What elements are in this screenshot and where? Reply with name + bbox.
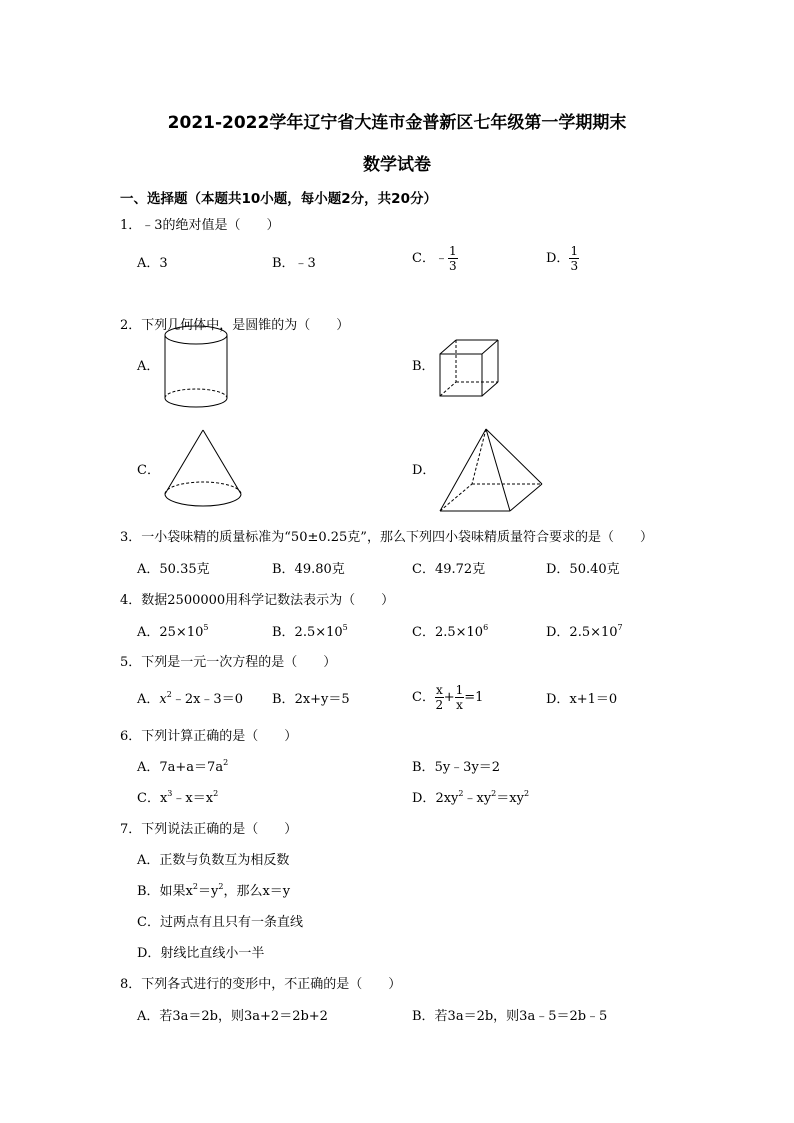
question-2-option-b-label: B． — [412, 359, 435, 374]
question-4-option-d: D．$2.5\times 10^7$ — [546, 623, 623, 640]
question-5-option-b: B．2x+y＝5 — [272, 692, 350, 707]
question-6-option-c: C．$x^3﹣x=x^2$ — [137, 789, 219, 806]
question-8-stem: 8．下列各式进行的变形中，不正确的是（ ） — [120, 977, 402, 992]
question-4-stem: 4．数据2500000用科学记数法表示为（ ） — [120, 593, 395, 608]
question-3-option-d: D．50.40克 — [546, 562, 620, 577]
fraction-one-third: $\frac{1}{3}$ — [448, 244, 457, 273]
question-7-option-a: A．正数与负数互为相反数 — [137, 853, 290, 868]
paper-title-line2: 数学试卷 — [363, 155, 431, 175]
question-5-stem: 5．下列是一元一次方程的是（ ） — [120, 655, 337, 670]
question-6-stem: 6．下列计算正确的是（ ） — [120, 729, 298, 744]
question-1-option-d: D． $\frac{1}{3}$ — [546, 244, 579, 273]
question-6-option-d: D．$2xy^2﹣xy^2=xy^2$ — [412, 789, 530, 806]
question-1-option-c: C．﹣ $\frac{1}{3}$ — [412, 244, 457, 273]
section-header: 一、选择题（本题共10小题，每小题2分，共20分） — [120, 191, 437, 207]
cylinder-figure — [163, 325, 229, 410]
fraction-1-over-x: $\frac{1}{x}$ — [455, 683, 464, 712]
question-4-option-b: B．$2.5\times 10^5$ — [272, 623, 348, 640]
question-7-option-d: D．射线比直线小一半 — [137, 946, 265, 961]
question-7-stem: 7．下列说法正确的是（ ） — [120, 822, 298, 837]
question-1-option-b: B．﹣3 — [272, 256, 316, 271]
question-2-option-a-label: A． — [137, 359, 160, 374]
question-3-option-a: A．50.35克 — [137, 562, 210, 577]
question-1-stem: 1．﹣3的绝对值是（ ） — [120, 218, 280, 233]
fraction-one-third: $\frac{1}{3}$ — [570, 244, 579, 273]
cube-figure — [438, 338, 500, 400]
question-4-option-c: C．$2.5\times 10^6$ — [412, 623, 489, 640]
question-5-option-a: A．$x^2﹣2x﹣3=0$ — [137, 690, 243, 707]
cone-figure — [163, 428, 243, 512]
question-6-option-a: A．$7a+a=7a^2$ — [137, 758, 229, 775]
question-8-option-b: B．若3a＝2b，则3a﹣5＝2b﹣5 — [412, 1009, 608, 1024]
fraction-x-over-2: $\frac{x}{2}$ — [435, 683, 444, 712]
question-2-option-d-label: D． — [412, 463, 436, 478]
question-2-stem: 2．下列几何体中，是圆锥的为（ ） — [120, 318, 350, 333]
paper-title-line1: 2021-2022学年辽宁省大连市金普新区七年级第一学期期末 — [167, 113, 627, 133]
question-4-option-a: A．$25\times 10^5$ — [137, 623, 209, 640]
question-5-option-c: C． $\frac{x}{2}$ + $\frac{1}{x}$ =1 — [412, 683, 484, 712]
question-6-option-b: B．5y﹣3y＝2 — [412, 760, 501, 775]
question-8-option-a: A．若3a＝2b，则3a+2＝2b+2 — [137, 1009, 328, 1024]
question-5-option-d: D．x+1＝0 — [546, 692, 618, 707]
question-2-option-c-label: C． — [137, 463, 160, 478]
question-3-option-c: C．49.72克 — [412, 562, 486, 577]
question-7-option-b: B．如果$x^2=y^2$，那么x＝y — [137, 882, 291, 899]
question-1-option-a: A．3 — [137, 256, 168, 271]
pyramid-figure — [438, 427, 544, 515]
question-3-stem: 3．一小袋味精的质量标准为“50±0.25克”，那么下列四小袋味精质量符合要求的是（ ） — [120, 530, 653, 545]
question-3-option-b: B．49.80克 — [272, 562, 345, 577]
question-7-option-c: C．过两点有且只有一条直线 — [137, 915, 303, 930]
